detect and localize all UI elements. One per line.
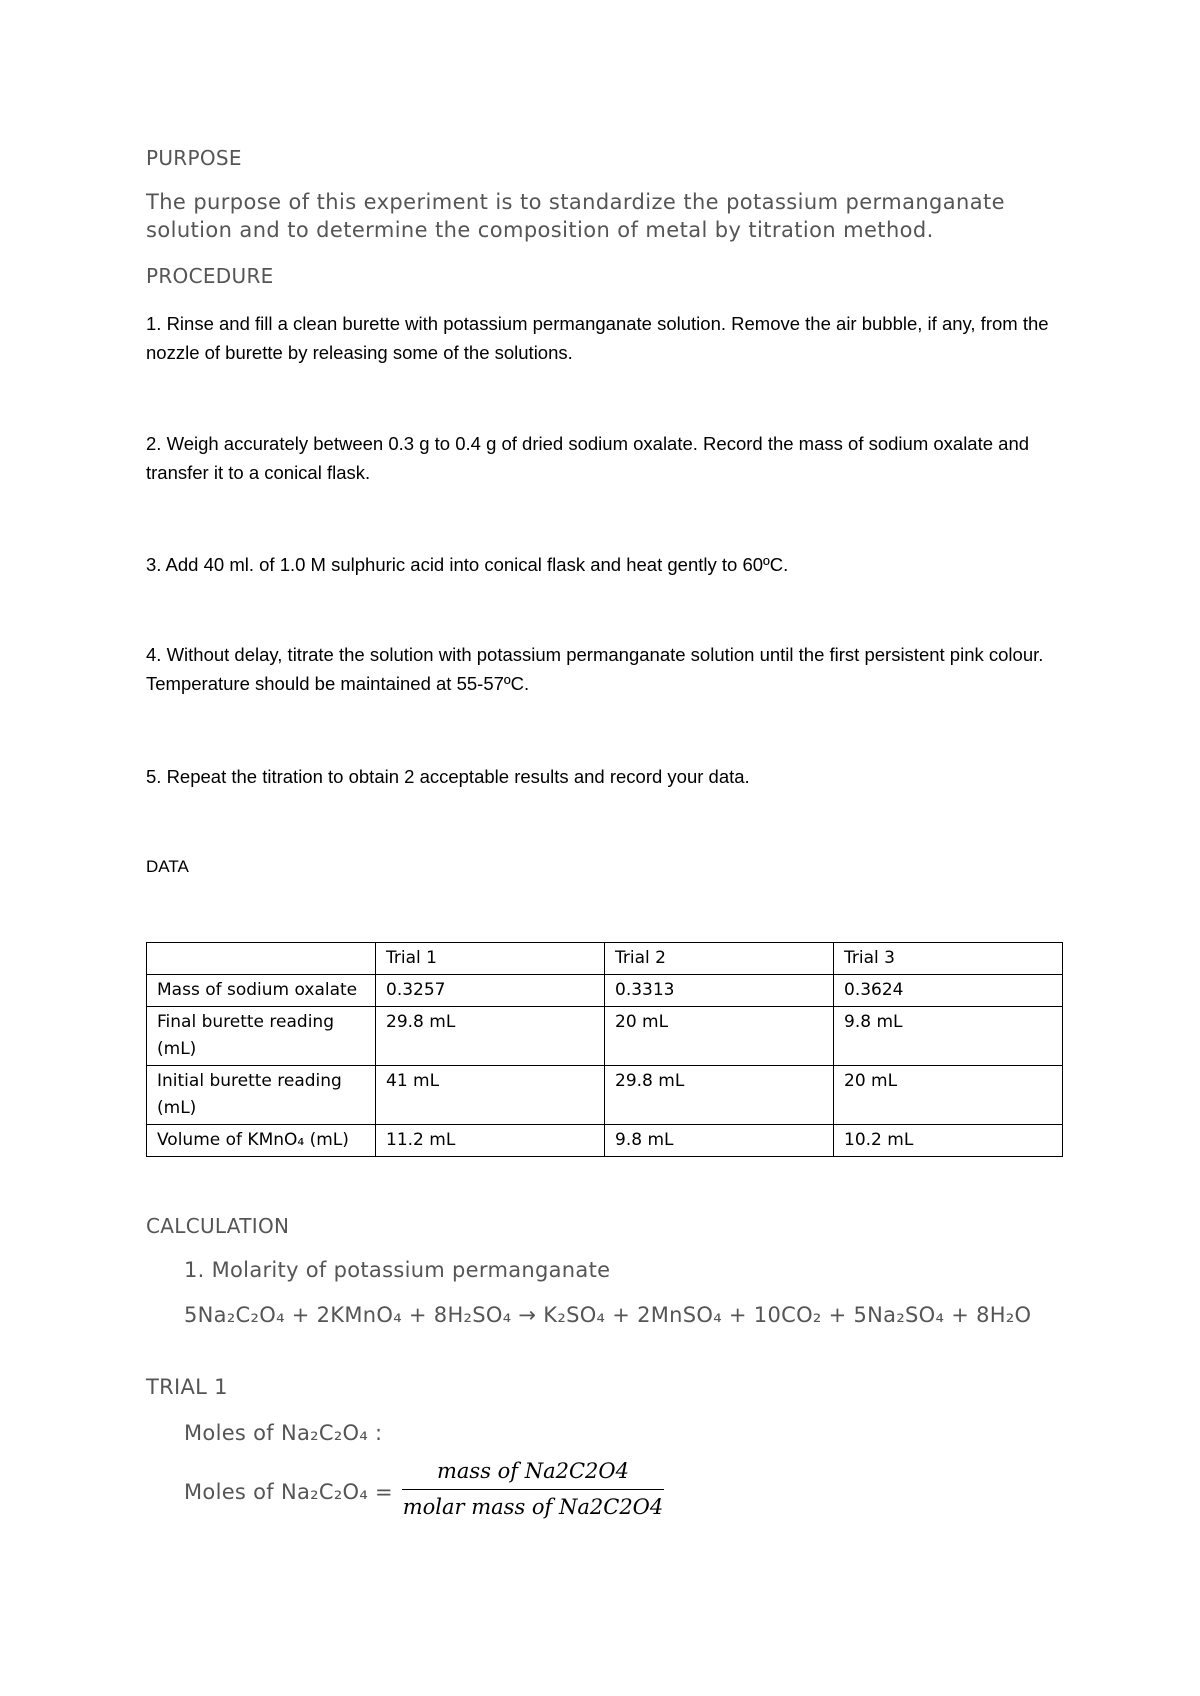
- table-cell: 11.2 mL: [376, 1125, 605, 1157]
- reaction-equation: 5Na₂C₂O₄ + 2KMnO₄ + 8H₂SO₄ → K₂SO₄ + 2MnSO₄ + 10CO₂ + 5Na₂SO₄ + 8H₂O: [184, 1303, 1032, 1327]
- table-cell: 9.8 mL: [834, 1007, 1063, 1066]
- table-row: [147, 975, 1063, 1007]
- purpose-text: The purpose of this experiment is to standardize the potassium permanganate solution and to determine the composition of metal by titration method.: [146, 190, 1005, 242]
- procedure-step-3: 3. Add 40 ml. of 1.0 M sulphuric acid into conical flask and heat gently to 60ºC.: [146, 554, 789, 575]
- table-row: [147, 1007, 1063, 1066]
- table-header-cell: [147, 943, 376, 975]
- table-header-row: [147, 943, 1063, 975]
- table-row-label: Volume of KMnO₄ (mL): [147, 1125, 376, 1157]
- procedure-step-1: 1. Rinse and fill a clean burette with potassium permanganate solution. Remove the air bubble, if any, from the nozzle of burette by releasing some of the solutions.: [146, 313, 1049, 363]
- table-cell: 0.3313: [605, 975, 834, 1007]
- table-row-label: Final burette reading (mL): [147, 1007, 376, 1066]
- procedure-heading: PROCEDURE: [146, 264, 274, 288]
- table-row-label: Initial burette reading (mL): [147, 1066, 376, 1125]
- calculation-heading: CALCULATION: [146, 1214, 290, 1238]
- table-header-cell: Trial 2: [605, 943, 834, 975]
- moles-label: Moles of Na₂C₂O₄ :: [184, 1421, 383, 1445]
- data-heading: DATA: [146, 857, 189, 876]
- procedure-step-5: 5. Repeat the titration to obtain 2 acceptable results and record your data.: [146, 766, 750, 787]
- calculation-item-1: 1. Molarity of potassium permanganate: [184, 1258, 611, 1282]
- table-cell: 9.8 mL: [605, 1125, 834, 1157]
- table-row: [147, 1066, 1063, 1125]
- table-cell: 29.8 mL: [376, 1007, 605, 1066]
- fraction-bar: [402, 1489, 664, 1490]
- trial-1-heading: TRIAL 1: [146, 1375, 228, 1399]
- table-cell: 41 mL: [376, 1066, 605, 1125]
- table-row: [147, 1125, 1063, 1157]
- procedure-step-4: 4. Without delay, titrate the solution with potassium permanganate solution until the first persistent pink colour. Temperature should be maintained at 55-57ºC.: [146, 644, 1044, 694]
- moles-fraction: [402, 1457, 664, 1521]
- table-cell: 10.2 mL: [834, 1125, 1063, 1157]
- moles-equation-label: Moles of Na₂C₂O₄ =: [184, 1480, 393, 1504]
- table-header-cell: Trial 3: [834, 943, 1063, 975]
- table-cell: 29.8 mL: [605, 1066, 834, 1125]
- fraction-numerator: mass of Na2C2O4: [436, 1459, 629, 1483]
- table-cell: 20 mL: [605, 1007, 834, 1066]
- table-cell: 20 mL: [834, 1066, 1063, 1125]
- table-row-label: Mass of sodium oxalate: [147, 975, 376, 1007]
- procedure-step-2: 2. Weigh accurately between 0.3 g to 0.4 g of dried sodium oxalate. Record the mass of sodium oxalate and transfer it to a conical flask.: [146, 433, 1030, 483]
- purpose-heading: PURPOSE: [146, 146, 242, 170]
- fraction-denominator: molar mass of Na2C2O4: [402, 1495, 664, 1519]
- table-cell: 0.3257: [376, 975, 605, 1007]
- table-header-cell: Trial 1: [376, 943, 605, 975]
- table-cell: 0.3624: [834, 975, 1063, 1007]
- data-table: [146, 942, 1063, 1157]
